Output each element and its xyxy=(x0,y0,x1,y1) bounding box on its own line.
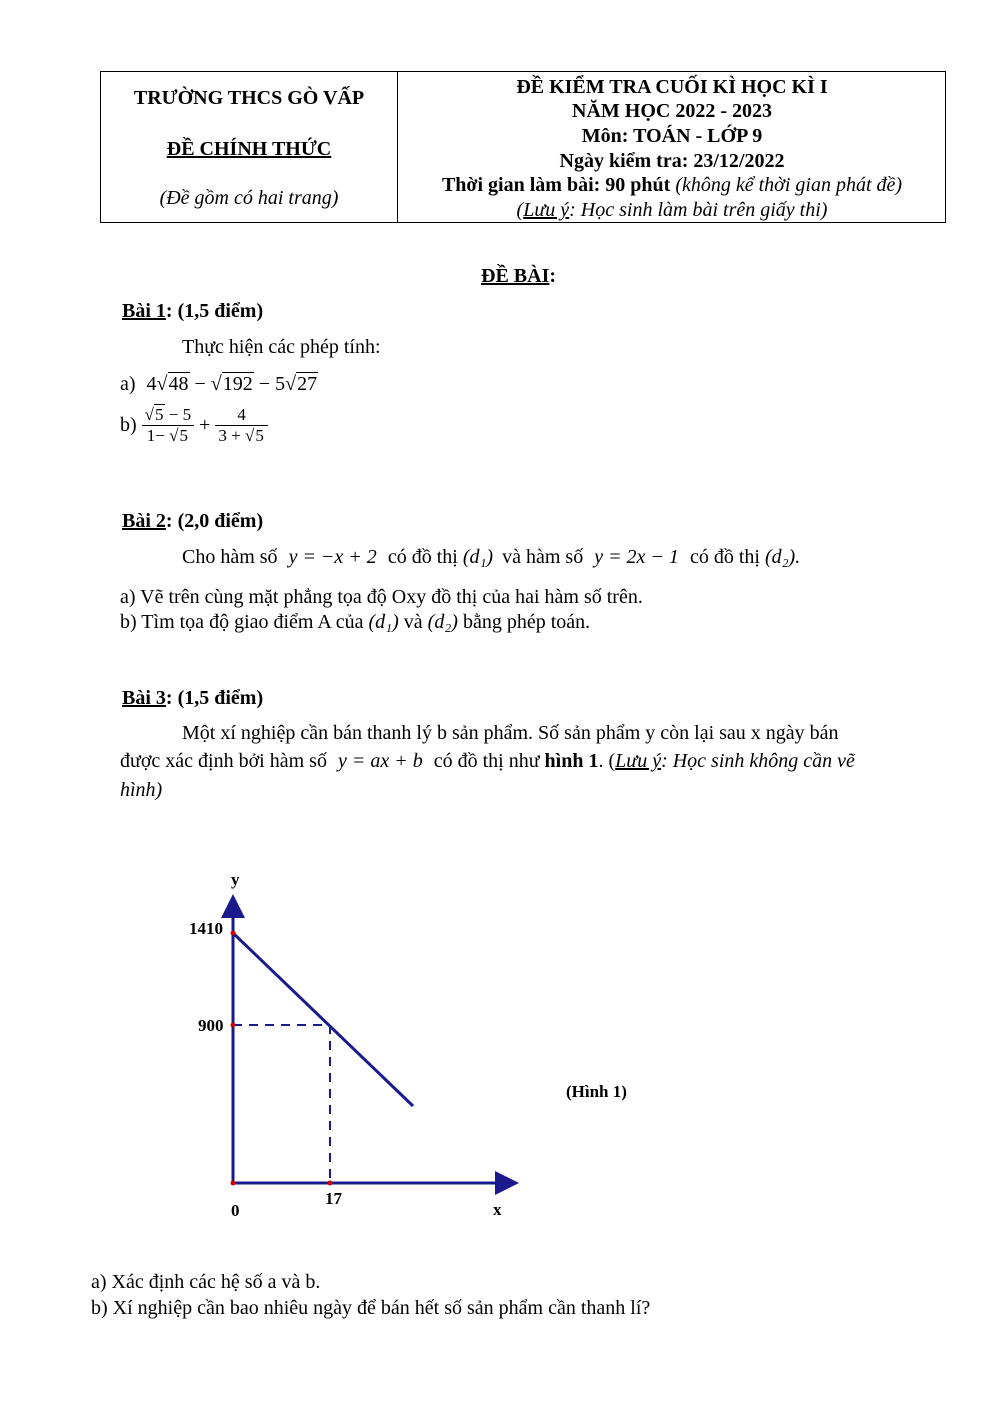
bai3-heading: Bài 3: (1,5 điểm) xyxy=(122,687,264,709)
bai3-b: b) Xí nghiệp cần bao nhiêu ngày để bán hết số sản phẩm cần thanh lí? xyxy=(91,1297,651,1319)
time-label: Thời gian làm bài: 90 phút xyxy=(441,174,671,196)
exam-title: ĐỀ KIỂM TRA CUỐI KÌ HỌC KÌ I xyxy=(516,76,828,98)
official-label: ĐỀ CHÍNH THỨC xyxy=(166,138,332,160)
bai1-label: Bài 1 xyxy=(122,300,166,322)
bai1-b: b) $\frac{√5 - 5}{1- √5}$ + $\frac{4}{3 + √5}$ xyxy=(120,405,268,446)
y-axis-label: y xyxy=(231,870,240,889)
func1: y = −x + 2 xyxy=(288,546,377,568)
point-17 xyxy=(328,1181,333,1186)
tick-900: 900 xyxy=(198,1016,224,1035)
func2: y = 2x − 1 xyxy=(594,546,679,568)
tick-17: 17 xyxy=(325,1189,342,1208)
bai3-line3: hình) xyxy=(120,779,163,801)
point-900 xyxy=(231,1023,236,1028)
bai1-heading: Bài 1: (1,5 điểm) xyxy=(122,300,264,322)
note-prefix: Lưu ý xyxy=(523,199,570,221)
origin-label: 0 xyxy=(231,1201,240,1220)
section-title: ĐỀ BÀI: xyxy=(481,265,557,287)
bai2-heading: Bài 2: (2,0 điểm) xyxy=(122,510,264,532)
bai1-intro: Thực hiện các phép tính: xyxy=(182,336,381,358)
pages-note: (Đề gồm có hai trang) xyxy=(159,187,339,209)
bai2-intro: Cho hàm số y = −x + 2 có đồ thị (d₁) và hàm số y = 2x − 1 có đồ thị (d₂). xyxy=(182,546,801,568)
x-axis-label: x xyxy=(493,1200,502,1219)
school-year: NĂM HỌC 2022 - 2023 xyxy=(572,100,772,122)
bai2-a: a) Vẽ trên cùng mặt phẳng tọa độ Oxy đồ thị của hai hàm số trên. xyxy=(120,586,643,608)
bai2-b: b) Tìm tọa độ giao điểm A của (d₁) và (d₂) bằng phép toán. xyxy=(120,611,591,633)
subject: Môn: TOÁN - LỚP 9 xyxy=(581,125,763,147)
point-1410 xyxy=(231,931,236,936)
school-name: TRƯỜNG THCS GÒ VẤP xyxy=(133,87,365,109)
bai3-line1: Một xí nghiệp cần bán thanh lý b sản phẩm. Số sản phẩm y còn lại sau x ngày bán xyxy=(182,722,839,744)
bai2-label: Bài 2 xyxy=(122,510,166,532)
time-note: (không kể thời gian phát đề) xyxy=(675,174,903,196)
figure-caption: (Hình 1) xyxy=(566,1082,627,1101)
graph-line xyxy=(233,933,413,1106)
exam-date: Ngày kiểm tra: 23/12/2022 xyxy=(559,150,785,172)
sheet-note: (Lưu ý: Học sinh làm bài trên giấy thi) xyxy=(516,199,828,221)
bai3-label: Bài 3 xyxy=(122,687,166,709)
tick-1410: 1410 xyxy=(189,919,223,938)
point-origin xyxy=(231,1181,236,1186)
note-text: : Học sinh làm bài trên giấy thi) xyxy=(569,199,828,221)
bai1-a: a) 4√48 − √192 − 5√27 xyxy=(120,373,318,395)
bai3-a: a) Xác định các hệ số a và b. xyxy=(91,1271,321,1293)
bai3-line2: được xác định bởi hàm số y = ax + b có đồ thị như hình 1. (Lưu ý: Học sinh không cần vẽ xyxy=(120,750,855,772)
